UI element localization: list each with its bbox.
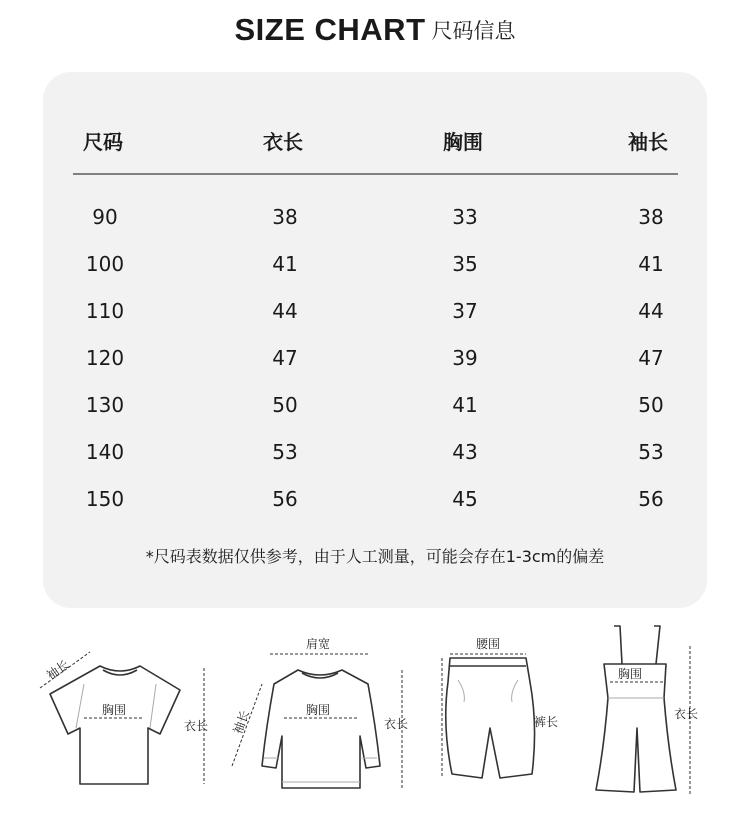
overalls-diagram [596, 626, 676, 792]
cell-length: 50 [272, 393, 298, 417]
cell-size: 100 [85, 252, 125, 276]
size-table-card [43, 72, 707, 608]
cell-size: 150 [85, 487, 125, 511]
cell-size: 110 [85, 299, 125, 323]
sweater-diagram [262, 670, 380, 788]
cell-sleeve: 56 [638, 487, 664, 511]
cell-size: 120 [85, 346, 125, 370]
tshirt-sleeve-label: 袖长 [43, 657, 72, 683]
cell-length: 38 [272, 205, 298, 229]
cell-length: 44 [272, 299, 298, 323]
cell-sleeve: 44 [638, 299, 664, 323]
header-divider [73, 173, 678, 175]
cell-length: 56 [272, 487, 298, 511]
tshirt-length-label: 衣长 [184, 719, 209, 733]
shorts-waist-label: 腰围 [476, 637, 501, 651]
garment-diagrams [0, 618, 750, 839]
sweater-sleeve-label: 袖长 [230, 708, 253, 736]
cell-size: 140 [85, 440, 125, 464]
tshirt-chest-label: 胸围 [102, 703, 127, 717]
cell-chest: 45 [452, 487, 478, 511]
header-length: 衣长 [263, 130, 303, 154]
cell-length: 47 [272, 346, 298, 370]
overalls-chest-label: 胸围 [618, 667, 643, 681]
cell-size: 90 [92, 205, 118, 229]
page-title [0, 12, 750, 48]
cell-sleeve: 41 [638, 252, 664, 276]
overalls-length-label: 衣长 [674, 707, 699, 721]
shorts-diagram [446, 658, 535, 778]
cell-size: 130 [85, 393, 125, 417]
sweater-length-label: 衣长 [384, 717, 409, 731]
title-english: SIZE CHART [234, 12, 426, 47]
sweater-shoulder-label: 肩宽 [306, 637, 331, 651]
diagram-canvas [0, 618, 750, 839]
cell-chest: 35 [452, 252, 478, 276]
header-chest: 胸围 [443, 130, 483, 154]
cell-chest: 33 [452, 205, 478, 229]
cell-chest: 39 [452, 346, 478, 370]
measurement-note: *尺码表数据仅供参考，由于人工测量，可能会存在1-3cm的偏差 [145, 547, 605, 566]
cell-chest: 41 [452, 393, 478, 417]
header-sleeve: 袖长 [628, 130, 668, 154]
header-size: 尺码 [83, 130, 123, 154]
cell-length: 53 [272, 440, 298, 464]
cell-sleeve: 50 [638, 393, 664, 417]
title-chinese: 尺码信息 [431, 19, 516, 43]
sweater-chest-label: 胸围 [306, 703, 331, 717]
tshirt-diagram [50, 666, 180, 784]
cell-sleeve: 47 [638, 346, 664, 370]
cell-chest: 43 [452, 440, 478, 464]
cell-sleeve: 53 [638, 440, 664, 464]
cell-chest: 37 [452, 299, 478, 323]
cell-sleeve: 38 [638, 205, 664, 229]
shorts-length-label: 裤长 [534, 715, 559, 729]
cell-length: 41 [272, 252, 298, 276]
